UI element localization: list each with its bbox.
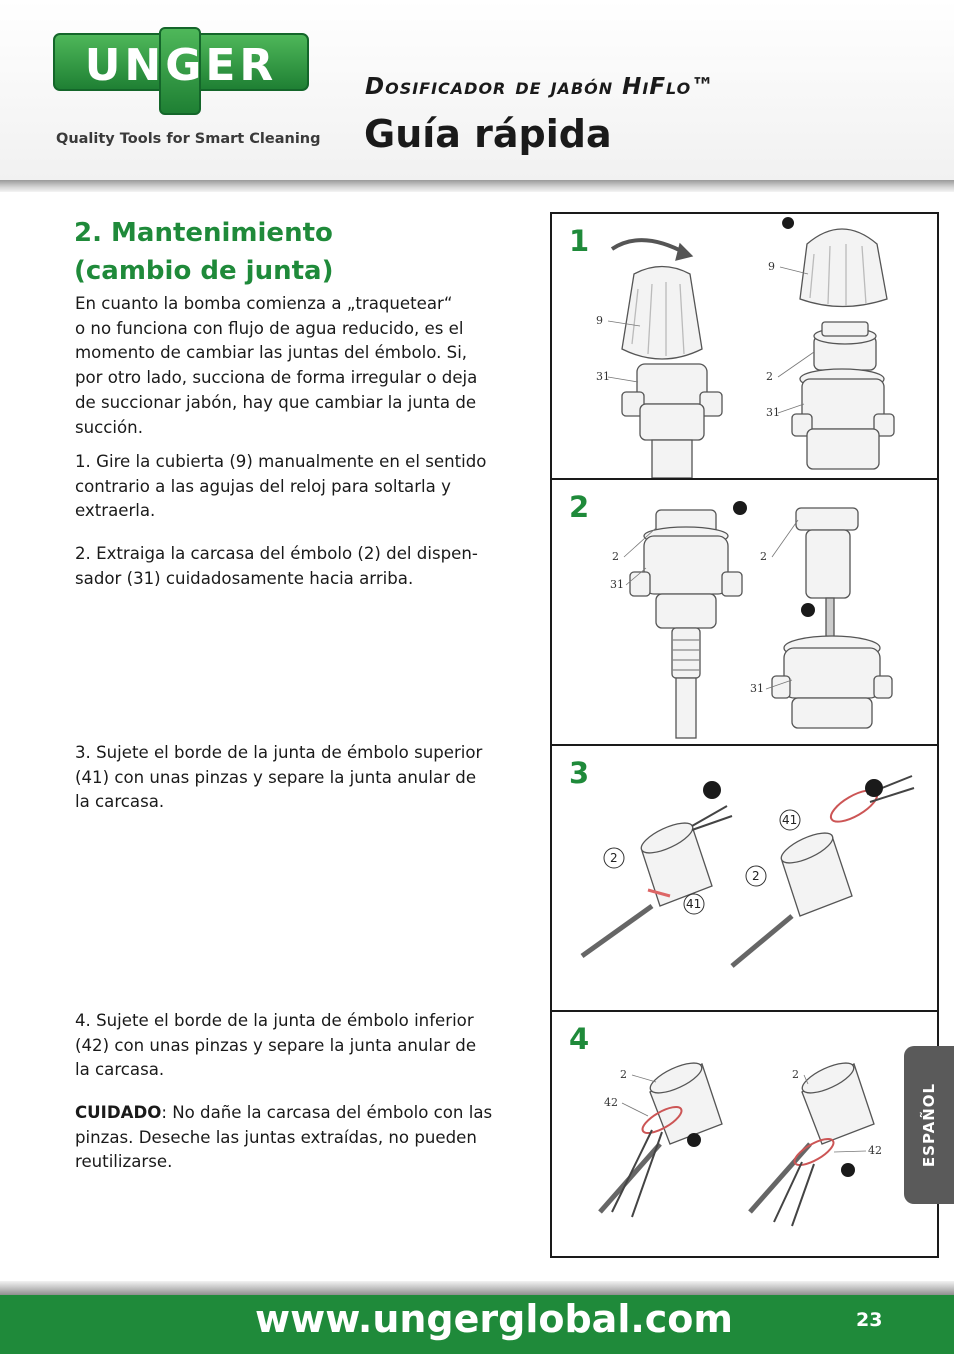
page-footer: [0, 1295, 954, 1354]
text-line: pinzas. Deseche las juntas extraídas, no pueden: [75, 1127, 477, 1147]
callout-label: 2: [792, 1068, 799, 1081]
step-3-text: [75, 741, 545, 815]
text-line: succión.: [75, 417, 143, 437]
callout-label: 2: [752, 869, 760, 883]
text-line: 2. Extraiga la carcasa del émbolo (2) del dispen-: [75, 544, 478, 563]
callout-label: 9: [768, 260, 775, 273]
document-kicker: Dosificador de jabón HiFlo™: [365, 74, 716, 100]
page-number: 23: [856, 1309, 883, 1331]
unger-logo: [52, 26, 310, 116]
caution-label: CUIDADO: [75, 1103, 162, 1122]
text-line: de succionar jabón, hay que cambiar la junta de: [75, 392, 477, 412]
figure-panel-1: [552, 214, 937, 480]
dispenser-cap-removal-illustration: [552, 214, 937, 478]
callout-label: 2: [610, 851, 618, 865]
figure-panel-2: [552, 480, 937, 746]
text-line: reutilizarse.: [75, 1152, 173, 1172]
plunger-housing-removal-illustration: [552, 480, 937, 744]
callout-label: 31: [610, 578, 624, 591]
text-line: (42) con unas pinzas y separe la junta anular de: [75, 1035, 477, 1055]
callout-label: 2: [760, 550, 767, 563]
callout-label: 41: [782, 813, 798, 827]
callout-label: 31: [766, 406, 780, 419]
logo-wordmark: UNGER: [84, 40, 278, 91]
panel-number: 3: [569, 756, 590, 790]
callout-label: 42: [604, 1096, 618, 1109]
caution-text: : No dañe la carcasa del émbolo con las: [161, 1103, 493, 1122]
page-header: [0, 0, 954, 180]
text-line: contrario a las agujas del reloj para soltarla y: [75, 476, 451, 496]
text-line: extraerla.: [75, 501, 156, 521]
text-line: por otro lado, succiona de forma irregular o deja: [75, 368, 478, 388]
intro-paragraph: [75, 292, 545, 440]
footer-divider: [0, 1281, 954, 1295]
panel-number: 2: [569, 490, 590, 524]
text-line: sador (31) cuidadosamente hacia arriba.: [75, 568, 414, 588]
step-2-text: [75, 542, 545, 591]
upper-seal-removal-illustration: [552, 746, 937, 1010]
language-tab: [904, 1046, 954, 1204]
callout-label: 42: [868, 1144, 882, 1157]
callout-label: 9: [596, 314, 603, 327]
panel-number: 4: [569, 1022, 590, 1056]
section-heading: [74, 214, 333, 290]
text-line: 1. Gire la cubierta (9) manualmente en el sentido: [75, 452, 487, 471]
text-line: [75, 1101, 545, 1126]
callout-label: 41: [686, 897, 702, 911]
page-title: Guía rápida: [364, 112, 612, 156]
callout-label: 31: [596, 370, 610, 383]
step-4-text: [75, 1009, 545, 1083]
text-line: (41) con unas pinzas y separe la junta anular de: [75, 767, 477, 787]
website-link[interactable]: www.ungerglobal.com: [255, 1297, 734, 1341]
callout-label: 2: [612, 550, 619, 563]
callout-label: 31: [750, 682, 764, 695]
callout-label: 2: [620, 1068, 627, 1081]
text-line: la carcasa.: [75, 792, 165, 812]
figure-panel-4: [552, 1012, 937, 1256]
step-1-text: [75, 450, 545, 524]
text-line: momento de cambiar las juntas del émbolo. Si,: [75, 343, 468, 363]
figure-column: [550, 212, 939, 1258]
text-line: En cuanto la bomba comienza a „traquetear“: [75, 294, 453, 313]
panel-number: 1: [569, 224, 590, 258]
text-line: o no funciona con flujo de agua reducido, es el: [75, 318, 464, 338]
brand-tagline: Quality Tools for Smart Cleaning: [56, 131, 321, 147]
header-divider: [0, 180, 954, 192]
figure-panel-3: [552, 746, 937, 1012]
text-line: 4. Sujete el borde de la junta de émbolo inferior: [75, 1011, 474, 1030]
text-line: la carcasa.: [75, 1060, 165, 1080]
caution-paragraph: [75, 1101, 545, 1175]
text-line: 3. Sujete el borde de la junta de émbolo superior: [75, 743, 483, 762]
section-heading-line: (cambio de junta): [74, 256, 334, 286]
language-tab-label: ESPAÑOL: [920, 1082, 938, 1168]
section-heading-line: 2. Mantenimiento: [74, 218, 333, 248]
callout-label: 2: [766, 370, 773, 383]
lower-seal-removal-illustration: [552, 1012, 937, 1256]
